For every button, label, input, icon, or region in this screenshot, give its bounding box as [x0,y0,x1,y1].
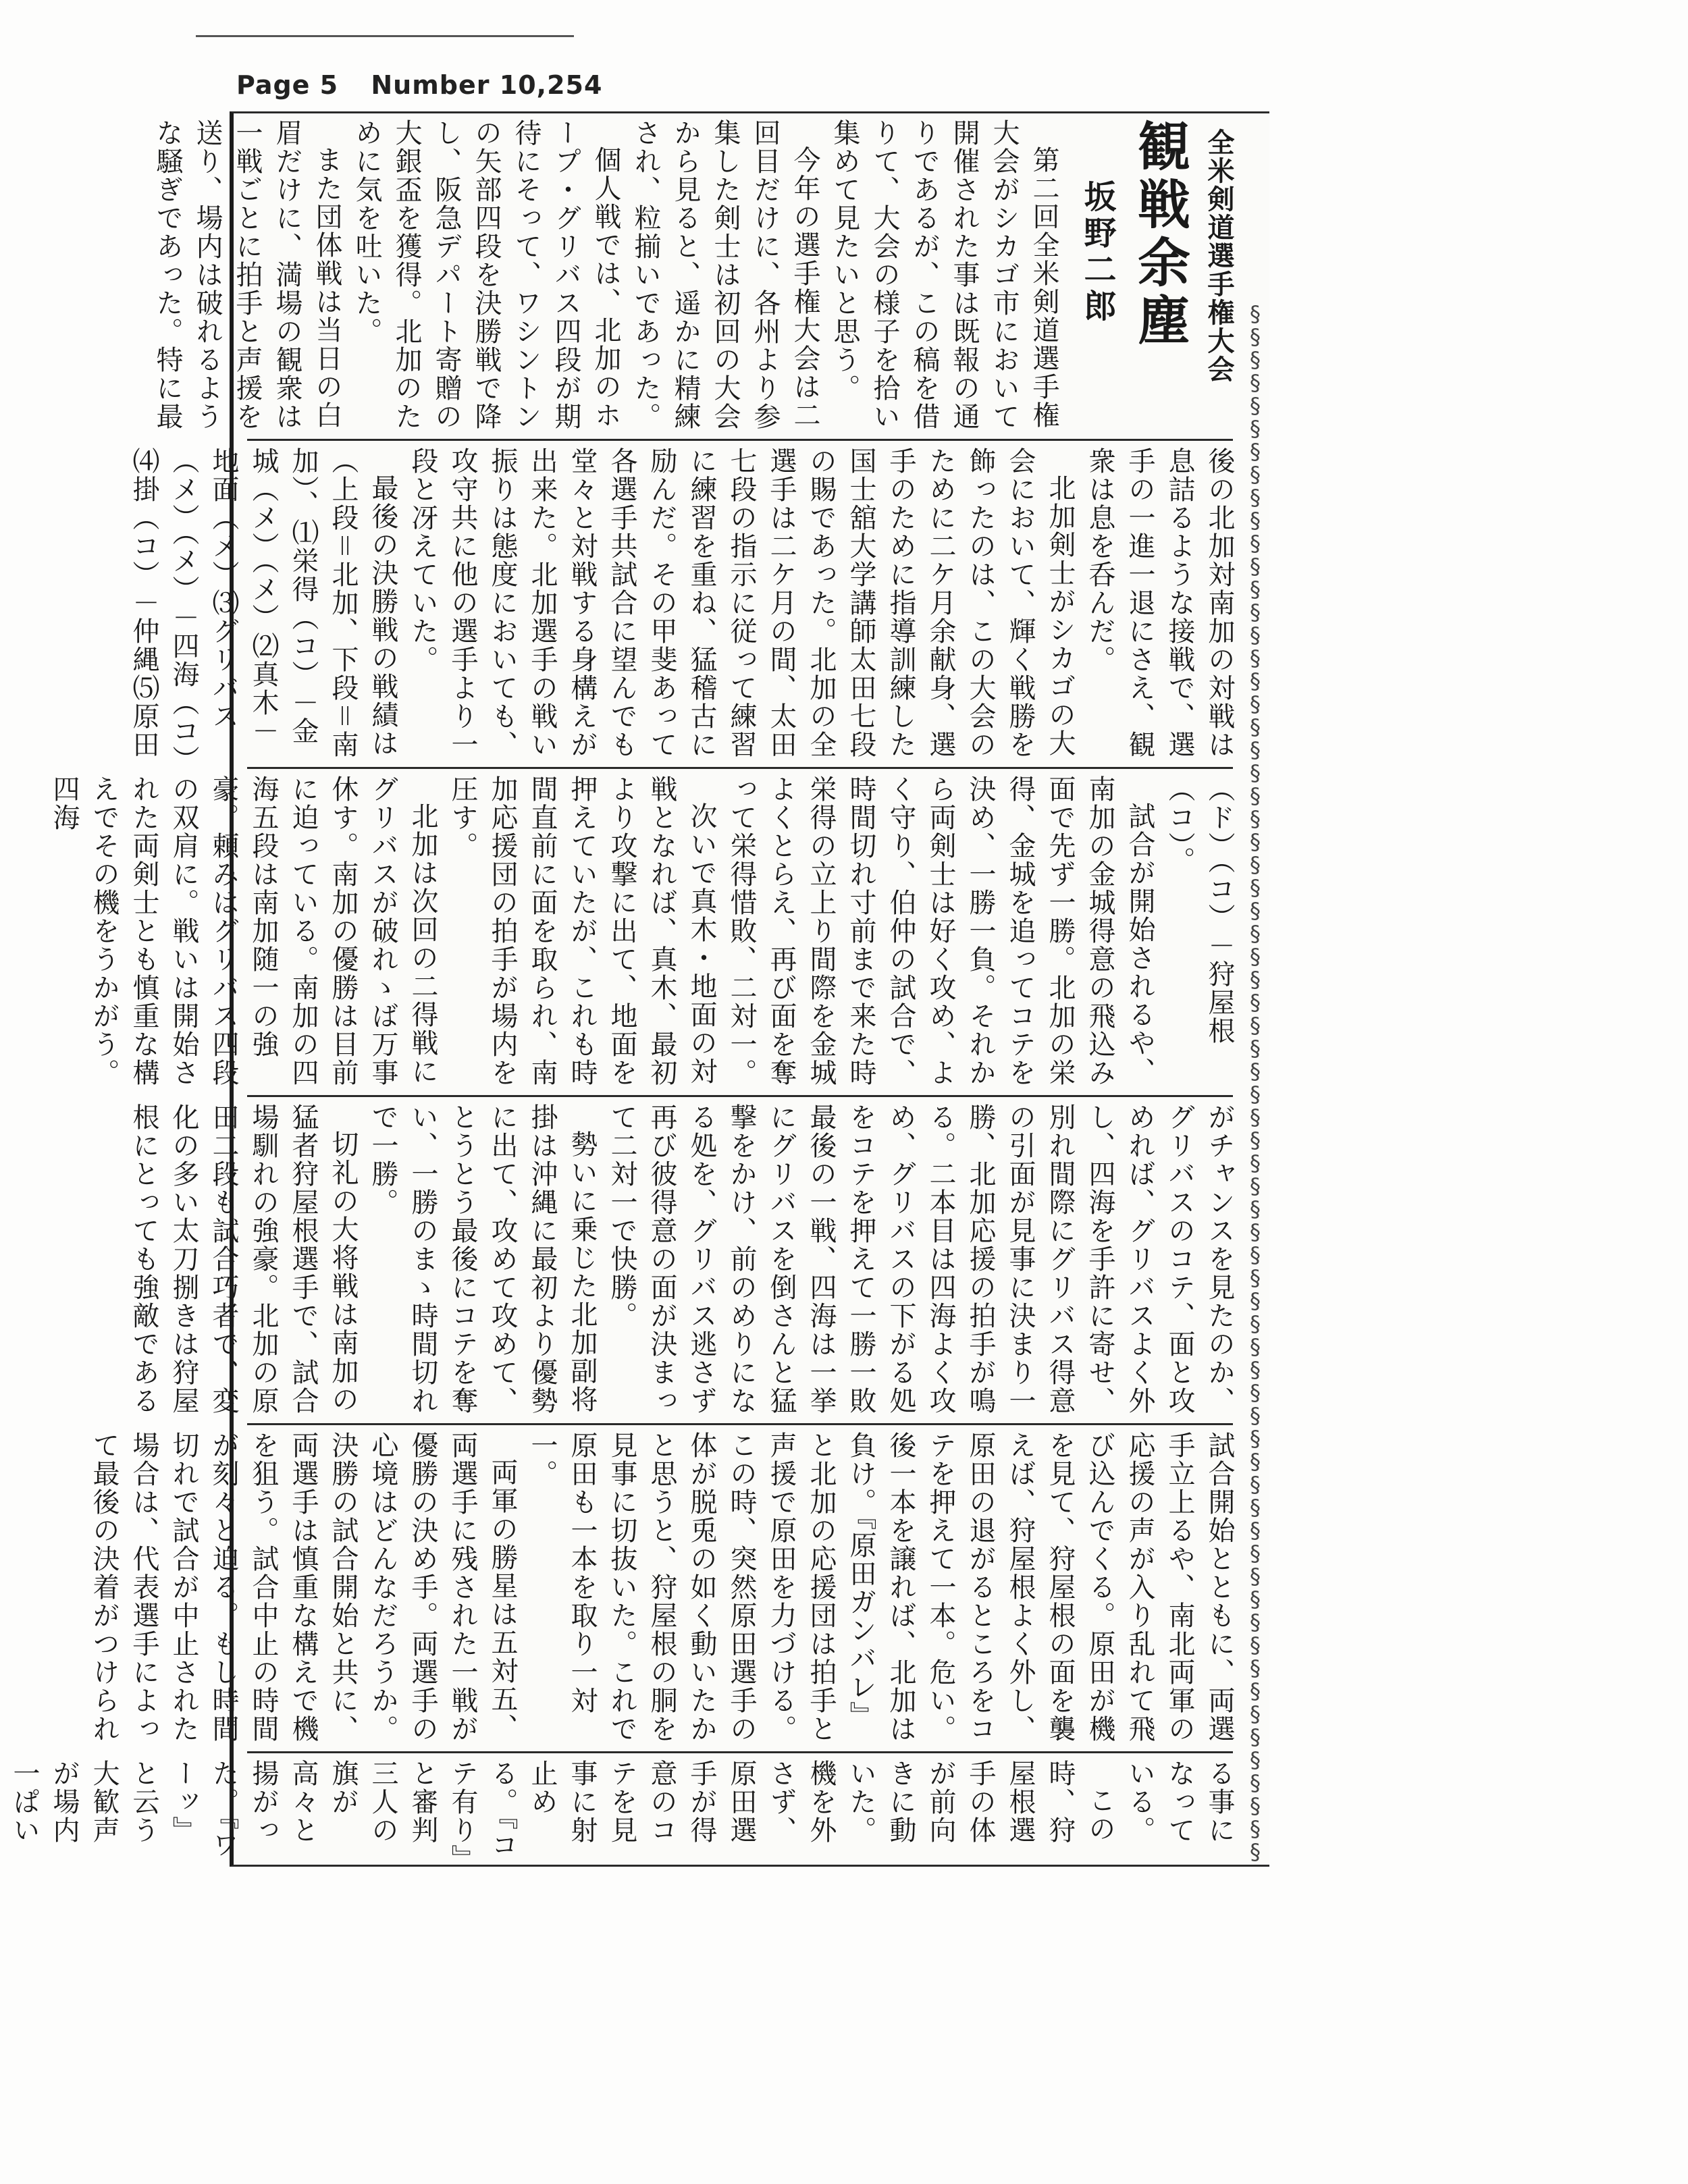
paragraph: 両軍の勝星は五対五、両選手に残された一戦が優勝の決め手。両選手の心境はどんなだろうか。決勝の試合開始と共に、両選手は慎重な構えで機を狙う。試合中止の時間が刻々と迫る。もし時間切れで試合が中止された場合は、代表選手によって最後の決着がつけられ [88,1431,518,1743]
paragraph: 切礼の大将戦は南加の猛者狩屋根選手で、試合場馴れの強豪。北加の原田二段も試合巧者で、変化の多い太刀捌きは狩屋根にとっても強敵である [128,1103,359,1415]
article [9,113,1243,1865]
paragraph: 北加は次回の二得戦にグリバスが破れゝば万事休す。南加の優勝は目前に迫っている。南加の四海五段は南加随一の強豪。頼みはグリバス四段の双肩に。戦いは開始された両剣士とも慎重な構えでその機をうかがう。四海 [49,775,438,1087]
paragraph: この時、狩屋根選手の体が前向きに動いた。機を外さず、原田選手が得意のコテを見事に射止める。『コテ有り』と審判三人の旗が高々と揚がった。『ワーッ』と云う大歓声が場内一ぱい [9,1759,1115,1859]
article-tier-5 [88,1426,1243,1750]
paragraph: 北加剣士がシカゴの大会において、輝く戦勝を飾ったのは、この大会のために二ケ月余献身、選手のために指導訓練した国士舘大学講師太田七段の賜であった。北加の全選手は二ケ月の間、太田七段の指示に従って練習に練習を重ね、猛稽古に励んだ。その甲斐あって各選手共試合に望んでも堂々と対戦する身構えが出来た。北加選手の戦い振りは態度においても、攻守共に他の選手より一段と冴えていた。 [407,447,1076,759]
article-subtitle: 全米剣道選手権大会 [1203,128,1235,383]
article-title: 観戦余塵 [1129,119,1190,351]
article-tier-1 [152,113,1243,437]
ornamental-border: § § § § § § § § § § § § § § § § § § § § § § § § § § § § § § § § § § § § § § § § § § § § § § § § § § § § § § § § § § § § § § § § § § § § [1250,301,1261,1865]
paragraph: （ド）（コ）－狩屋根（コ）。 [1164,775,1235,1045]
tier-divider [247,1423,1233,1425]
paragraph: 今年の選手権大会は二回目だけに、各州より参集した剣士は初回の大会から見ると、遥かに精練され、粒揃いであった。 [630,119,820,431]
article-author: 坂野二郎 [1078,180,1116,325]
paragraph: がチャンスを見たのか、グリバスのコテ、面と攻めれば、グリバスよく外し、四海を手許に寄せ、別れ間際にグリバス得意の引面が見事に決まり一勝、北加応援の拍手が鳴る。二本目は四海よく攻め、グリバスの下がる処をコテを押えて一勝一敗最後の一戦、四海は一挙にグリバスを倒さんと猛撃をかけ、前のめりになる処を、グリバス逃さず再び彼得意の面が決まって二対一で快勝。 [606,1103,1235,1415]
paragraph: また団体戦は当日の白眉だけに、満場の観衆は一戦ごとに拍手と声援を送り、場内は破れるような騒ぎであった。特に最 [152,119,342,431]
article-tier-6 [9,1754,1243,1869]
paragraph: 後の北加対南加の対戦は息詰るような接戦で、選手の一進一退にさえ、観衆は息を呑んだ。 [1084,447,1235,759]
paragraph: 次いで真木・地面の対戦となれば、真木、最初より攻撃に出て、地面を押えていたが、これも時間直前に面を取られ、南加応援団の拍手が場内を圧す。 [447,775,717,1087]
top-rule [196,35,574,37]
article-tier-2 [128,442,1243,766]
paragraph: 勢いに乗じた北加副将掛は沖縄に最初より優勢に出て、攻めて攻めて、とうとう最後にコテを奪い、一勝のまゝ時間切れで一勝。 [367,1103,598,1415]
tier-divider [247,1751,1233,1753]
page-header [236,70,625,100]
paragraph: 試合が開始されるや、南加の金城得意の飛込み面で先ず一勝。北加の栄得、金城を追ってコテを決め、一勝一負。それから両剣士は好く攻め、よく守り、伯仲の試合で、時間切れ寸前まで来た時栄得の立上り間際を金城よくとらえ、再び面を奪って栄得惜敗、二対一。 [726,775,1155,1087]
paragraph: 第二回全米剣道選手権大会がシカゴ市において開催された事は既報の通りであるが、この稿を借りて、大会の様子を拾い集めて見たいと思う。 [829,119,1059,431]
tier-divider [247,1095,1233,1097]
paragraph: る事になっている。 [1124,1759,1235,1844]
tier-divider [247,767,1233,769]
page-number: Page 5 [236,70,339,100]
paragraph: 試合開始とともに、両選手立上るや、南北両軍の応援の声が入り乱れて飛び込んでくる。原田が機を見て、狩屋根の面を襲えば、狩屋根よく外し、原田の退がるところをコテを押えて一本。危い。後一本を譲れば、北加は負け。『原田ガンバレ』と北加の応援団は拍手と声援で原田を力づける。この時、突然原田選手の体が脱兎の如く動いたかと思うと、狩屋根の胴を見事に切抜いた。これで原田も一本を取り一対一。 [527,1431,1235,1743]
article-tier-4 [128,1098,1243,1422]
paragraph: 最後の決勝戦の戦績は（上段＝北加、下段＝南加）、⑴栄得（コ）－金城（メ）（メ）⑵真木－地面（メ）⑶グリバス（メ）（メ）－四海（コ）⑷掛（コ）－仲縄⑸原田 [128,447,398,760]
issue-number: Number 10,254 [371,70,603,100]
newspaper-clipping [9,111,1269,1867]
tier-divider [247,439,1233,441]
article-tier-3 [49,770,1243,1094]
paragraph: 個人戦では、北加のホープ・グリバス四段が期待にそって、ワシントンの矢部四段を決勝戦で降し、阪急デパート寄贈の大銀盃を獲得。北加のために気を吐いた。 [351,119,621,431]
